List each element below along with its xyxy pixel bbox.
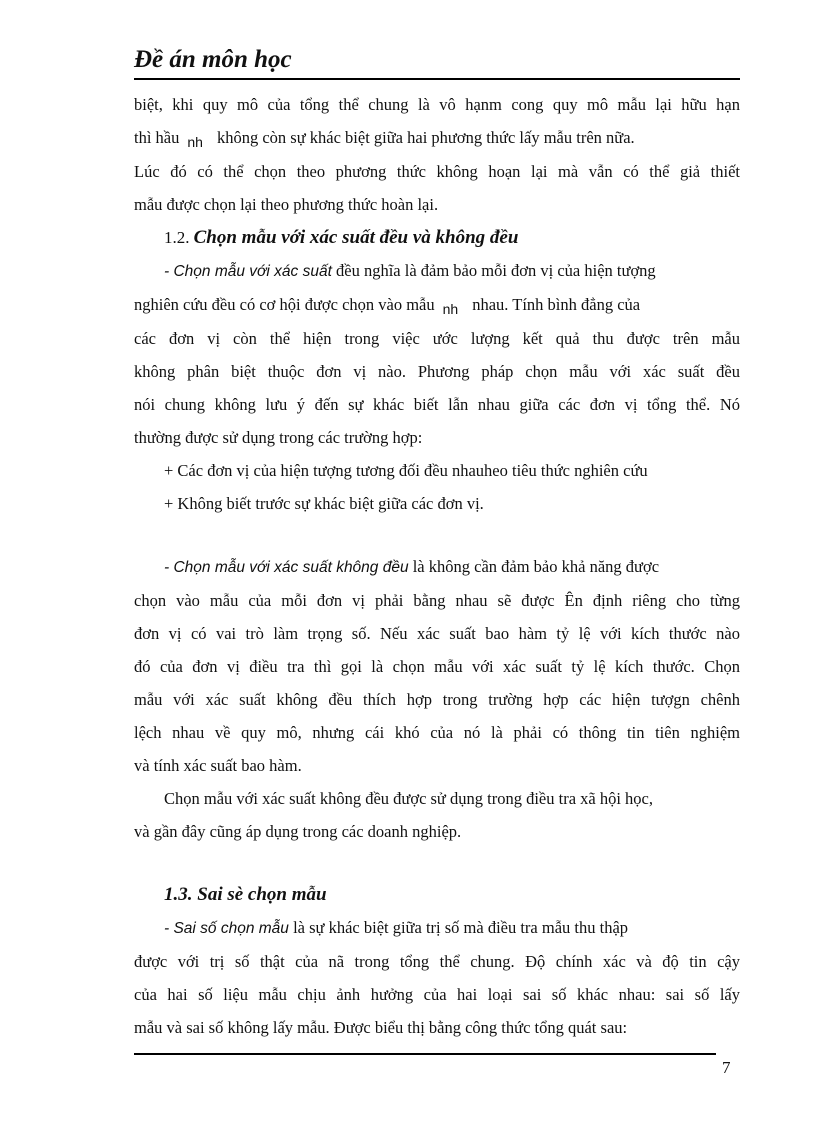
- text-line: chọn vào mẫu của mỗi đơn vị phải bằng nhau sẽ được Ên định riêng cho từng: [134, 591, 740, 610]
- paragraph-2: [134, 254, 740, 454]
- text-line: lệch nhau về quy mô, nhưng cái khó của nó là phải có thông tin tiên nghiệm: [134, 723, 740, 742]
- text-line: các đơn vị còn thể hiện trong việc ước lượng kết quả thu được trên mẫu: [134, 329, 740, 348]
- subscript-text: nh: [187, 134, 203, 150]
- text-line: mẫu với xác suất không đều thích hợp trong trường hợp các hiện tượgn chênh: [134, 690, 740, 709]
- spacer: [134, 520, 740, 550]
- text-line: [134, 121, 740, 155]
- text-line: đơn vị có vai trò làm trọng số. Nếu xác suất bao hàm tỷ lệ với kích thước nào: [134, 624, 740, 643]
- text-fragment: là không cần đảm bảo khả năng được: [412, 557, 660, 576]
- text-line: [134, 288, 740, 322]
- spacer: [134, 848, 740, 878]
- document-header-title: Đề án môn học: [134, 46, 292, 73]
- text-line: được với trị số thật của nã trong tổng thể chung. Độ chính xác và độ tin cậy: [134, 952, 740, 971]
- text-line: biệt, khi quy mô của tổng thể chung là vô hạnm cong quy mô mẫu lại hữu hạn: [134, 95, 740, 114]
- italic-lead: - Sai số chọn mẫu: [164, 920, 289, 937]
- text-line: mẫu và sai số không lấy mẫu. Được biểu thị bằng công thức tổng quát sau:: [134, 1018, 628, 1037]
- text-line: Lúc đó có thể chọn theo phương thức không hoạn lại mà vẫn có thể giả thiết: [134, 162, 740, 181]
- text-fragment: đều nghĩa là đảm bảo mỗi đơn vị của hiện tượng: [336, 261, 656, 280]
- italic-lead: - Chọn mẫu với xác suất không đều: [164, 559, 409, 576]
- text-line: đó của đơn vị điều tra thì gọi là chọn mẫu với xác suất tỷ lệ kích thước. Chọn: [134, 657, 740, 676]
- section-title: Chọn mẫu với xác suất đều và không đều: [193, 227, 519, 248]
- footer-rule: [134, 1053, 716, 1055]
- text-fragment: không còn sự khác biệt giữa hai phương thức lấy mẫu trên nữa.: [216, 128, 635, 147]
- bullet-item: + Không biết trước sự khác biệt giữa các đơn vị.: [164, 494, 484, 513]
- text-line: mẫu được chọn lại theo phương thức hoàn lại.: [134, 195, 439, 214]
- text-line: thường được sử dụng trong các trường hợp:: [134, 428, 423, 447]
- bullet-item: + Các đơn vị của hiện tượng tương đối đều nhauheo tiêu thức nghiên cứu: [164, 461, 648, 480]
- text-line: không phân biệt thuộc đơn vị nào. Phương pháp chọn mẫu với xác suất đều: [134, 362, 740, 381]
- paragraph-4: [134, 782, 740, 848]
- section-heading-1-3: 1.3. Sai sè chọn mẫu: [164, 884, 327, 905]
- text-line: Chọn mẫu với xác suất không đều được sử dụng trong điều tra xã hội học,: [164, 789, 653, 808]
- text-fragment: là sự khác biệt giữa trị số mà điều tra mẫu thu thập: [293, 918, 629, 937]
- text-fragment: nhau. Tính bình đẳng của: [472, 295, 641, 314]
- page-number: 7: [722, 1058, 731, 1077]
- text-line: [134, 550, 740, 584]
- text-line: [134, 254, 740, 288]
- subscript-text: nh: [442, 301, 459, 317]
- header-rule: [134, 78, 740, 80]
- text-fragment: nghiên cứu đều có cơ hội được chọn vào mẫu: [134, 295, 435, 314]
- italic-lead: - Chọn mẫu với xác suất: [164, 263, 332, 280]
- text-line: và gần đây cũng áp dụng trong các doanh nghiệp.: [134, 822, 462, 841]
- section-number: 1.2.: [164, 228, 190, 247]
- text-line: và tính xác suất bao hàm.: [134, 756, 302, 775]
- text-line: [134, 911, 740, 945]
- text-line: nói chung không lưu ý đến sự khác biết lẫn nhau giữa các đơn vị tổng thể. Nó: [134, 395, 740, 414]
- document-body: [134, 88, 740, 1044]
- paragraph-5: [134, 911, 740, 1044]
- paragraph-3: [134, 550, 740, 782]
- text-line: của hai số liệu mẫu chịu ảnh hưởng của hai loại sai số khác nhau: sai số lấy: [134, 985, 740, 1004]
- text-fragment: thì hầu: [134, 128, 180, 147]
- paragraph-1: [134, 88, 740, 221]
- section-heading-1-2: [134, 221, 740, 254]
